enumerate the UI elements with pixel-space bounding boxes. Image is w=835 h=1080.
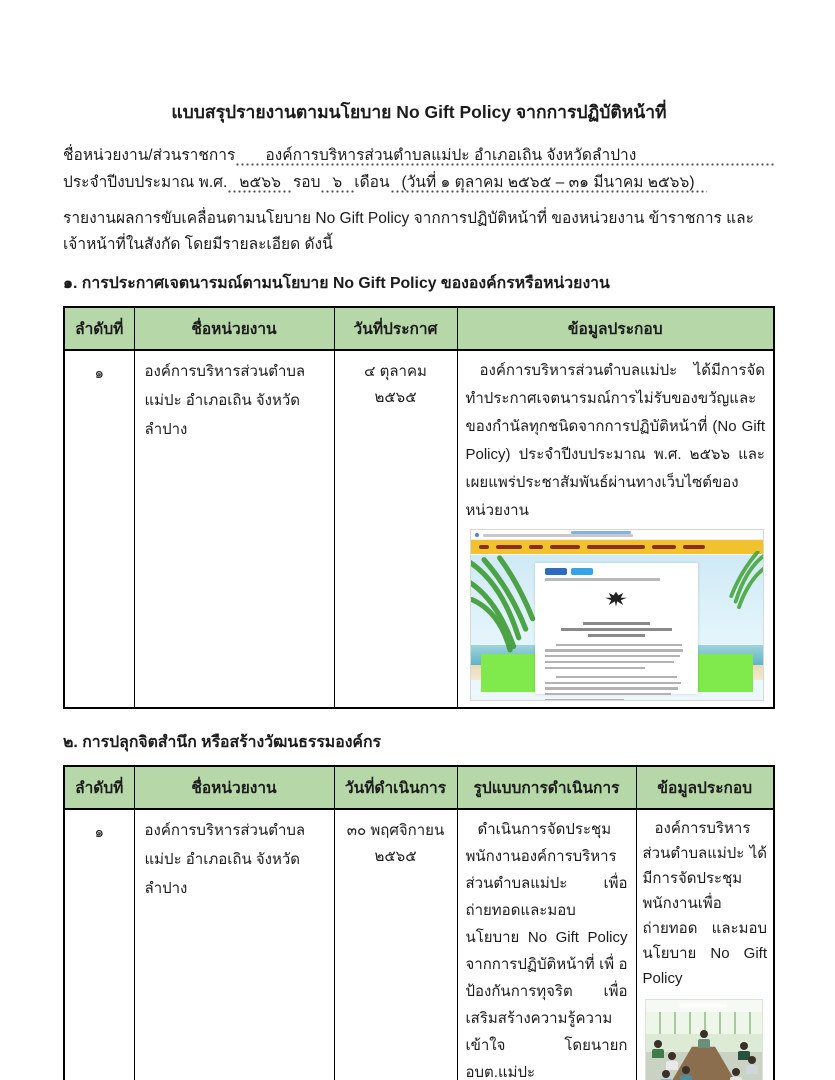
agency-label: ชื่อหน่วยงาน/ส่วนราชการ <box>63 147 236 164</box>
person-figure <box>746 1056 758 1074</box>
beach-scene <box>471 555 763 700</box>
doc-paragraph-1 <box>545 644 689 669</box>
col-header-detail: ข้อมูลประกอบ <box>636 766 774 809</box>
section2-heading: ๒. การปลุกจิตสำนึก หรือสร้างวัฒนธรรมองค์กร <box>63 734 382 751</box>
detail-text: องค์การบริหารส่วนตำบลแม่ปะ ได้มีการจัดทำประกาศเจตนารมณ์การไม่รับของขวัญและของกำนัลทุกชนิดจากการปฏิบัติหน้าที่ (No Gift Policy) ประจำปีงบประมาณ พ.ศ. ๒๕๖๖ และเผยแพร่ประชาสัมพันธ์ผ่านทางเว็บไซต์ของหน่วยงาน <box>465 362 765 519</box>
twitter-share-button <box>571 568 593 575</box>
person-figure <box>660 1070 672 1080</box>
col-header-method: รูปแบบการดำเนินการ <box>457 766 636 809</box>
person-figure <box>652 1040 664 1058</box>
col-header-no: ลำดับที่ <box>64 766 134 809</box>
ceiling-light <box>680 1004 726 1007</box>
link-text-line <box>545 578 660 581</box>
cell-detail <box>457 350 774 708</box>
detail-text: องค์การบริหารส่วนตำบลแม่ปะ ได้มีการจัดประชุมพนักงานเพื่อถ่ายทอด และมอบนโยบาย No Gift Policy <box>642 820 767 987</box>
website-screenshot-image <box>470 529 764 701</box>
person-figure <box>680 1066 692 1080</box>
table-row <box>64 809 774 1080</box>
section2-table <box>63 765 775 1080</box>
green-banner-left <box>481 654 539 692</box>
page-title: แบบสรุปรายงานตามนโยบาย No Gift Policy จากการปฏิบัติหน้าที่ <box>171 102 667 122</box>
period-value-field: (วันที่ ๑ ตุลาคม ๒๕๖๕ – ๓๑ มีนาคม ๒๕๖๖) <box>390 169 707 196</box>
cell-no: ๑ <box>64 350 134 708</box>
person-figure <box>730 1068 742 1080</box>
doc-subtitle-line2 <box>588 634 645 637</box>
section1-header-row <box>64 307 774 350</box>
month-label: เดือน <box>354 174 390 191</box>
fiscal-label: ประจำปีงบประมาณ พ.ศ. <box>63 174 228 191</box>
share-buttons <box>545 568 689 575</box>
fiscal-year-field: ๒๕๖๖ <box>227 169 293 196</box>
cell-detail <box>636 809 774 1080</box>
announcement-document <box>535 563 699 694</box>
cell-method <box>457 809 636 1080</box>
garuda-emblem-icon <box>545 589 689 619</box>
facebook-share-button <box>545 568 567 575</box>
table-row <box>64 350 774 708</box>
col-header-agency: ชื่อหน่วยงาน <box>134 307 334 350</box>
col-header-announce-date: วันที่ประกาศ <box>334 307 457 350</box>
document-content <box>63 0 775 1080</box>
green-banner-right <box>695 654 753 692</box>
section1-heading: ๑. การประกาศเจตนารมณ์ตามนโยบาย No Gift Policy ขององค์กรหรือหน่วยงาน <box>63 275 610 292</box>
person-figure <box>666 1052 678 1070</box>
cell-agency: องค์การบริหารส่วนตำบลแม่ปะ อำเภอเถิน จังหวัดลำปาง <box>134 809 334 1080</box>
form-block <box>63 142 775 196</box>
doc-paragraph-2 <box>545 676 689 701</box>
cell-date: ๓๐ พฤศจิกายน ๒๕๖๕ <box>334 809 457 1080</box>
doc-title-line <box>583 622 649 625</box>
col-header-agency: ชื่อหน่วยงาน <box>134 766 334 809</box>
section1-table <box>63 306 775 709</box>
round-label: รอบ <box>292 174 321 191</box>
browser-url-bar <box>471 530 763 540</box>
col-header-detail: ข้อมูลประกอบ <box>457 307 774 350</box>
form-line-agency <box>63 142 775 169</box>
cell-agency: องค์การบริหารส่วนตำบลแม่ปะ อำเภอเถิน จังหวัดลำปาง <box>134 350 334 708</box>
meeting-photo-image <box>645 999 763 1080</box>
doc-subtitle-line <box>561 628 673 631</box>
section2-header-row <box>64 766 774 809</box>
agency-value-field: องค์การบริหารส่วนตำบลแม่ปะ อำเภอเถิน จังหวัดลำปาง <box>235 142 775 169</box>
cell-no: ๑ <box>64 809 134 1080</box>
col-header-action-date: วันที่ดำเนินการ <box>334 766 457 809</box>
col-header-no: ลำดับที่ <box>64 307 134 350</box>
palm-leaf-left-icon <box>470 555 543 665</box>
round-value-field: ๖ <box>320 169 354 196</box>
palm-leaf-right-icon <box>719 551 764 617</box>
intro-paragraph: รายงานผลการขับเคลื่อนตามนโยบาย No Gift Policy จากการปฏิบัติหน้าที่ ของหน่วยงาน ข้าราชการ และเจ้าหน้าที่ในสังกัด โดยมีรายละเอียด ดังนี้ <box>63 210 754 253</box>
method-text: ดำเนินการจัดประชุมพนักงานองค์การบริหารส่วนตำบลแม่ปะ เพื่อถ่ายทอดและมอบนโยบาย No Gift Policy จากการปฏิบัติหน้าที่ เพื่ อป้องกันการทุจริต เพื่อเสริมสร้างความรู้ความเข้าใจ โดยนายก อบต.แม่ปะ <box>465 821 628 1080</box>
form-line-fiscal <box>63 169 775 196</box>
cell-date: ๔ ตุลาคม ๒๕๖๕ <box>334 350 457 708</box>
person-figure <box>698 1030 710 1048</box>
